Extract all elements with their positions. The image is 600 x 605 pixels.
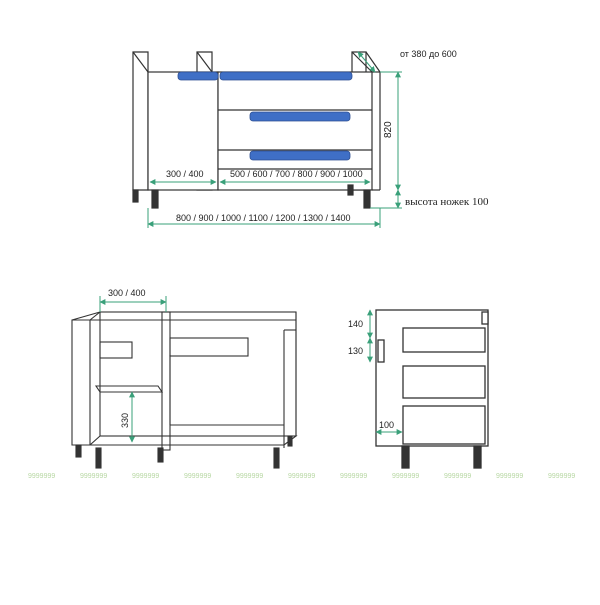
watermark: 9999999 — [28, 473, 56, 480]
leg — [474, 446, 481, 468]
leg — [348, 185, 353, 195]
leg — [96, 448, 101, 468]
leg-height-label: высота ножек 100 — [405, 196, 489, 208]
section-width-label: 300 / 400 — [108, 288, 146, 298]
leg — [402, 446, 409, 468]
door-handle-top — [178, 72, 218, 80]
bottom-offset-label: 100 — [379, 420, 395, 430]
leg — [158, 448, 163, 462]
carcass-open-view — [72, 312, 296, 468]
watermark-row — [28, 473, 575, 480]
carcass-front — [72, 320, 90, 445]
leg — [133, 190, 138, 202]
inner-shelf — [96, 386, 162, 392]
watermark: 9999999 — [340, 473, 368, 480]
watermark: 9999999 — [80, 473, 108, 480]
drawer-front-3 — [403, 406, 485, 444]
drawer-front-2 — [403, 366, 485, 398]
total-width-label: 800 / 900 / 1000 / 1100 / 1200 / 1300 / 1400 — [176, 213, 351, 223]
inner-divider — [162, 312, 170, 450]
watermark: 9999999 — [184, 473, 212, 480]
drawer-width-label: 500 / 600 / 700 / 800 / 900 / 1000 — [230, 169, 363, 179]
drawer-rail — [170, 338, 248, 356]
side-handle — [378, 340, 384, 362]
drawer-handle-2 — [250, 112, 350, 121]
height-label: 820 — [383, 121, 394, 138]
carcass-dimensions — [100, 296, 166, 442]
drawer-front-1 — [403, 328, 485, 352]
drawer-handle-1 — [220, 72, 352, 80]
watermark: 9999999 — [444, 473, 472, 480]
leg — [274, 448, 279, 468]
top-front-lip — [482, 312, 488, 324]
drawer-gap-label: 130 — [348, 346, 364, 356]
top-gap-label: 140 — [348, 319, 364, 329]
drawer-rail — [100, 342, 132, 358]
watermark: 9999999 — [548, 473, 576, 480]
watermark: 9999999 — [132, 473, 160, 480]
leg — [76, 445, 81, 457]
leg — [152, 190, 158, 208]
watermark: 9999999 — [496, 473, 524, 480]
leg — [364, 190, 370, 208]
watermark: 9999999 — [236, 473, 264, 480]
watermark: 9999999 — [288, 473, 316, 480]
shelf-height-label: 330 — [120, 412, 130, 428]
bottom-panel — [90, 436, 296, 445]
drawer-handle-3 — [250, 151, 350, 160]
depth-label: от 380 до 600 — [400, 49, 457, 59]
left-section-width-label: 300 / 400 — [166, 169, 204, 179]
leg — [288, 436, 292, 446]
front-view — [376, 310, 488, 468]
left-side-panel — [133, 52, 148, 190]
watermark: 9999999 — [392, 473, 420, 480]
